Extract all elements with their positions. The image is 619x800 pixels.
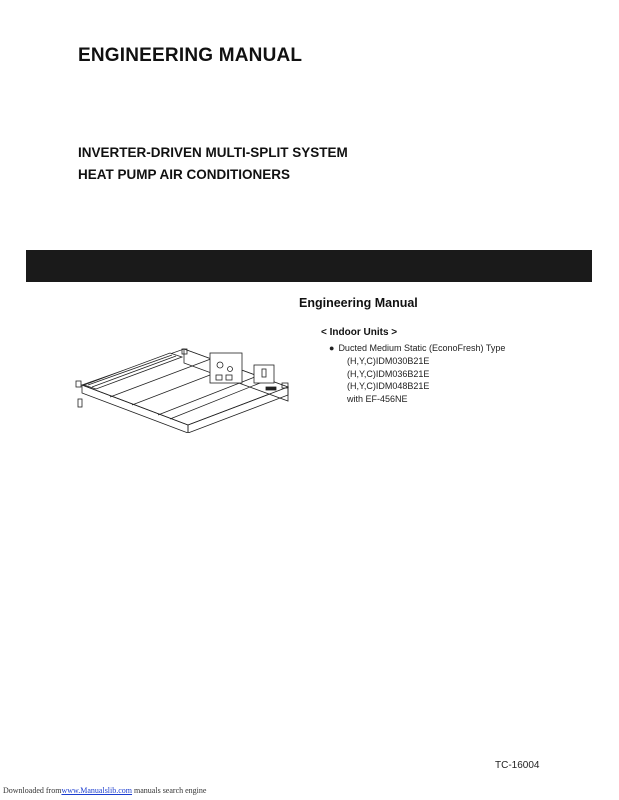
hanger-bracket [78,399,82,407]
model-item: with EF-456NE [347,393,408,404]
hanger-bracket [76,381,81,387]
subtitle-line-2: HEAT PUMP AIR CONDITIONERS [78,167,291,182]
unit-type-text: Ducted Medium Static (EconoFresh) Type [338,343,506,353]
footer-prefix: Downloaded from [3,786,62,795]
document-code: TC-16004 [495,760,540,771]
drain-port-icon [266,387,276,390]
unit-front-face [82,385,188,433]
bullet-icon: ● [329,343,335,353]
model-list [347,355,429,405]
model-item: (H,Y,C)IDM030B21E [347,356,430,366]
model-item: (H,Y,C)IDM036B21E [347,368,430,379]
subtitle-line-1: INVERTER-DRIVEN MULTI-SPLIT SYSTEM [78,145,348,160]
download-footer [3,786,206,795]
unit-type-line [329,343,505,353]
model-item: (H,Y,C)IDM048B21E [347,381,430,391]
section-heading: Engineering Manual [299,296,418,310]
product-subtitle [78,142,348,186]
side-panel [254,365,274,383]
manual-title: ENGINEERING MANUAL [78,45,303,66]
return-grille [84,353,182,389]
indoor-units-heading: < Indoor Units > [321,327,398,338]
ducted-unit-illustration [70,345,292,433]
manualslib-link[interactable]: www.Manualslib.com [61,786,133,795]
footer-suffix: manuals search engine [132,786,207,795]
header-divider-bar [26,250,592,282]
